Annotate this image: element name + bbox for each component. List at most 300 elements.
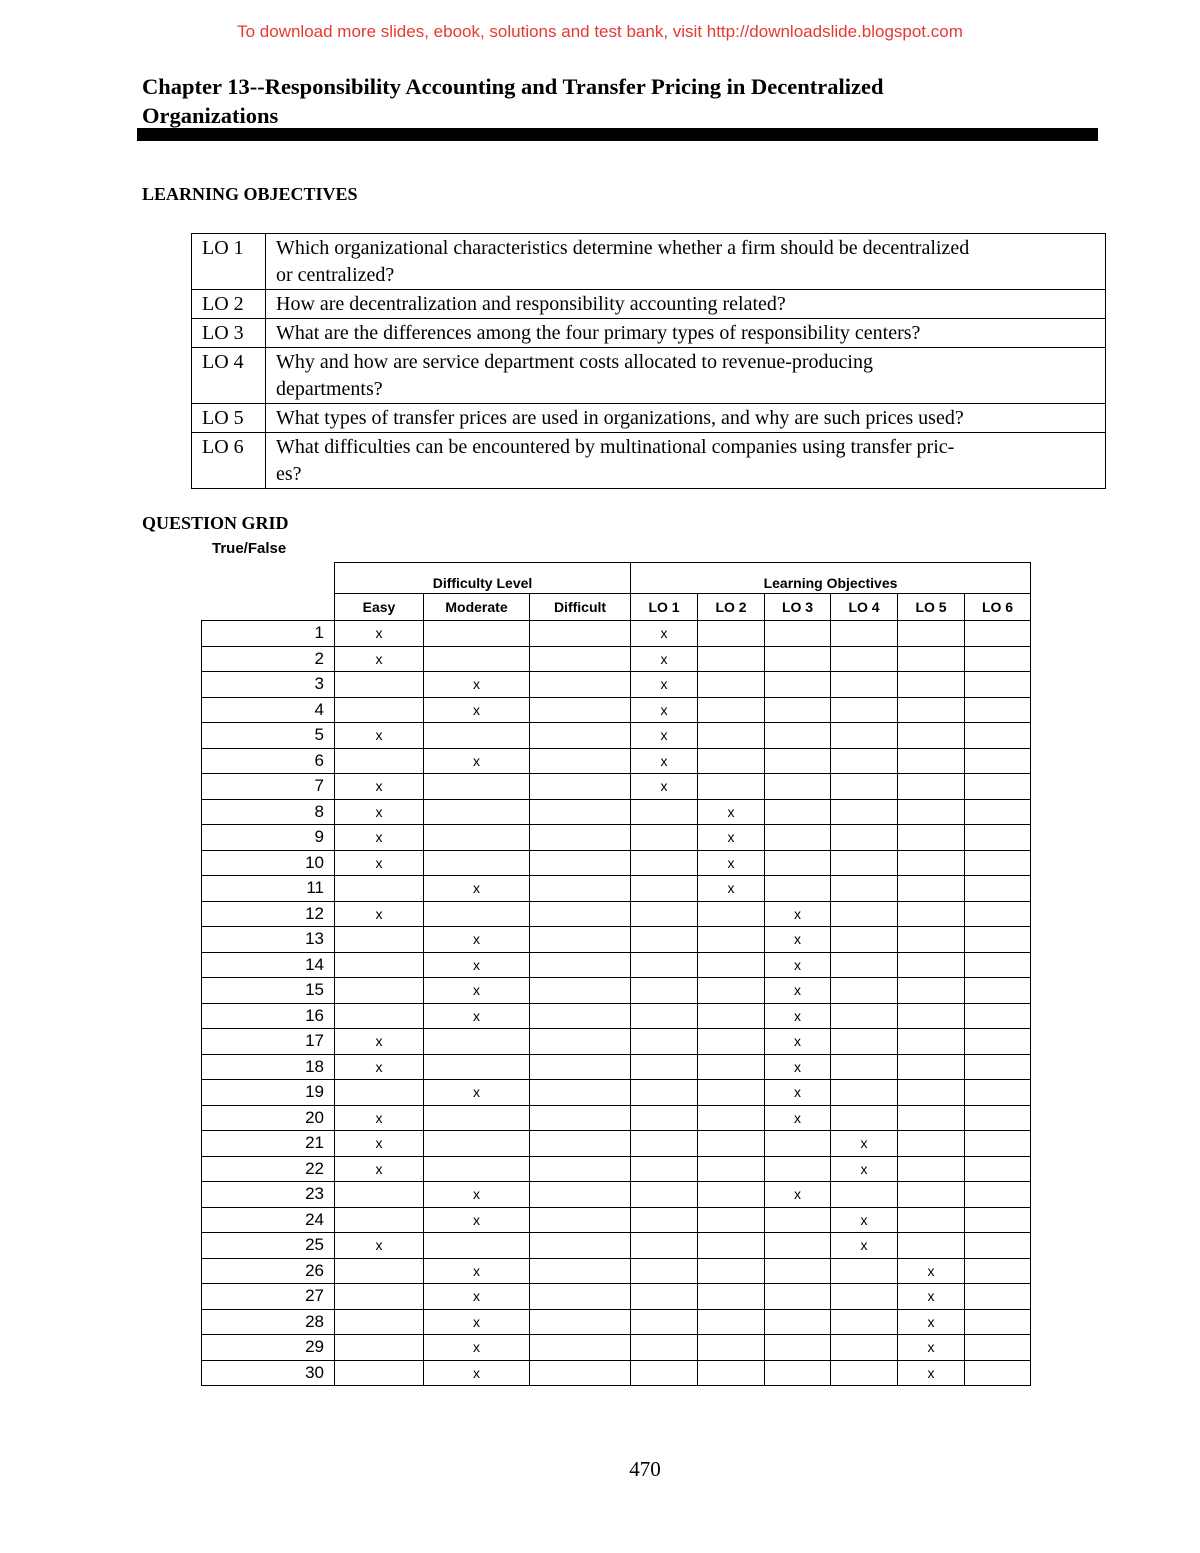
grid-mark: x (631, 697, 698, 723)
grid-cell (530, 1258, 631, 1284)
table-row (202, 901, 1031, 927)
grid-mark: x (335, 1233, 424, 1259)
grid-cell (831, 1360, 898, 1386)
grid-column-header: LO 2 (698, 594, 765, 621)
grid-cell (965, 850, 1031, 876)
grid-cell (530, 723, 631, 749)
learning-objectives-table (191, 233, 1106, 489)
grid-cell (831, 774, 898, 800)
question-number: 28 (202, 1309, 335, 1335)
grid-cell (530, 774, 631, 800)
learning-objective-text-line-1: What difficulties can be encountered by multinational companies using transfer pric- (276, 436, 955, 458)
question-number: 30 (202, 1360, 335, 1386)
grid-mark: x (335, 1131, 424, 1157)
grid-cell (631, 1131, 698, 1157)
grid-column-header: LO 4 (831, 594, 898, 621)
grid-cell (831, 876, 898, 902)
grid-cell (965, 774, 1031, 800)
table-row (202, 825, 1031, 851)
question-number: 9 (202, 825, 335, 851)
grid-mark: x (765, 978, 831, 1004)
grid-cell (631, 1105, 698, 1131)
grid-cell (424, 799, 530, 825)
grid-mark: x (335, 1054, 424, 1080)
learning-objective-row (192, 319, 1106, 348)
grid-cell (898, 1156, 965, 1182)
question-number: 15 (202, 978, 335, 1004)
grid-mark: x (424, 1003, 530, 1029)
grid-cell (698, 697, 765, 723)
learning-objective-text (266, 290, 1106, 319)
grid-cell (698, 723, 765, 749)
question-number: 18 (202, 1054, 335, 1080)
grid-cell (530, 799, 631, 825)
learning-objective-id: LO 6 (192, 433, 266, 489)
grid-mark: x (698, 799, 765, 825)
difficulty-level-header: Difficulty Level (335, 563, 631, 594)
grid-mark: x (898, 1335, 965, 1361)
grid-cell (765, 723, 831, 749)
grid-cell (831, 799, 898, 825)
grid-cell (898, 876, 965, 902)
grid-cell (698, 978, 765, 1004)
grid-mark: x (335, 1029, 424, 1055)
grid-cell (898, 646, 965, 672)
grid-cell (424, 1029, 530, 1055)
grid-cell (530, 672, 631, 698)
grid-cell (765, 799, 831, 825)
grid-cell (965, 1105, 1031, 1131)
table-row (202, 621, 1031, 647)
table-row (202, 1182, 1031, 1208)
grid-mark: x (898, 1284, 965, 1310)
grid-cell (831, 901, 898, 927)
learning-objective-text (266, 319, 1106, 348)
grid-cell (765, 1258, 831, 1284)
grid-cell (631, 952, 698, 978)
grid-cell (698, 1284, 765, 1310)
grid-cell (698, 901, 765, 927)
grid-cell (831, 952, 898, 978)
grid-cell (831, 1335, 898, 1361)
grid-cell (424, 1233, 530, 1259)
learning-objective-row (192, 433, 1106, 489)
grid-cell (698, 1207, 765, 1233)
grid-cell (698, 1258, 765, 1284)
grid-cell (335, 876, 424, 902)
grid-cell (765, 1284, 831, 1310)
grid-corner-blank (202, 563, 335, 594)
table-row (202, 799, 1031, 825)
grid-mark: x (831, 1156, 898, 1182)
grid-cell (335, 1182, 424, 1208)
grid-cell (631, 1080, 698, 1106)
grid-cell (424, 723, 530, 749)
grid-cell (424, 825, 530, 851)
grid-cell (631, 799, 698, 825)
question-grid-table (201, 562, 1031, 1386)
table-row (202, 1284, 1031, 1310)
grid-cell (965, 1233, 1031, 1259)
learning-objective-text-line-2: es? (276, 463, 302, 485)
grid-cell (424, 1105, 530, 1131)
grid-cell (530, 825, 631, 851)
table-row (202, 1335, 1031, 1361)
grid-cell (831, 621, 898, 647)
grid-cell (765, 774, 831, 800)
grid-cell (965, 1054, 1031, 1080)
grid-cell (965, 1029, 1031, 1055)
grid-cell (698, 1105, 765, 1131)
grid-cell (765, 748, 831, 774)
learning-objective-row (192, 404, 1106, 433)
grid-cell (831, 1105, 898, 1131)
table-row (202, 1029, 1031, 1055)
grid-cell (831, 850, 898, 876)
question-number: 1 (202, 621, 335, 647)
question-number: 8 (202, 799, 335, 825)
grid-cell (698, 1309, 765, 1335)
grid-cell (965, 825, 1031, 851)
grid-mark: x (335, 1156, 424, 1182)
grid-cell (631, 927, 698, 953)
grid-cell (898, 672, 965, 698)
grid-cell (831, 1284, 898, 1310)
grid-cell (530, 646, 631, 672)
grid-cell (631, 1029, 698, 1055)
grid-cell (335, 1207, 424, 1233)
grid-cell (831, 646, 898, 672)
question-number: 10 (202, 850, 335, 876)
grid-cell (335, 697, 424, 723)
grid-cell (831, 1054, 898, 1080)
grid-cell (898, 799, 965, 825)
grid-cell (530, 1309, 631, 1335)
grid-cell (530, 978, 631, 1004)
download-banner: To download more slides, ebook, solutions and test bank, visit http://downloadslide.blogspot.com (237, 22, 963, 41)
grid-cell (898, 927, 965, 953)
grid-cell (965, 927, 1031, 953)
grid-cell (335, 1284, 424, 1310)
question-number: 3 (202, 672, 335, 698)
grid-mark: x (698, 876, 765, 902)
table-row (202, 1080, 1031, 1106)
table-row (202, 748, 1031, 774)
grid-cell (965, 1258, 1031, 1284)
table-row (202, 1233, 1031, 1259)
grid-cell (765, 850, 831, 876)
question-number: 21 (202, 1131, 335, 1157)
grid-cell (898, 1182, 965, 1208)
grid-cell (631, 1182, 698, 1208)
grid-cell (831, 723, 898, 749)
grid-cell (965, 748, 1031, 774)
question-number: 12 (202, 901, 335, 927)
grid-cell (530, 1182, 631, 1208)
grid-cell (965, 1309, 1031, 1335)
grid-cell (831, 1080, 898, 1106)
grid-cell (698, 621, 765, 647)
grid-cell (631, 1309, 698, 1335)
table-row (202, 774, 1031, 800)
question-number: 19 (202, 1080, 335, 1106)
grid-cell (698, 1029, 765, 1055)
learning-objective-text (266, 404, 1106, 433)
grid-cell (530, 850, 631, 876)
grid-cell (424, 621, 530, 647)
grid-cell (530, 697, 631, 723)
table-row (202, 876, 1031, 902)
table-row (202, 1156, 1031, 1182)
grid-mark: x (765, 1054, 831, 1080)
grid-mark: x (631, 672, 698, 698)
grid-cell (765, 825, 831, 851)
table-row (202, 723, 1031, 749)
grid-mark: x (765, 1105, 831, 1131)
grid-cell (831, 672, 898, 698)
grid-mark: x (831, 1131, 898, 1157)
grid-cell (698, 1080, 765, 1106)
table-row (202, 1054, 1031, 1080)
learning-objective-id: LO 4 (192, 348, 266, 404)
table-row (202, 1131, 1031, 1157)
grid-cell (335, 952, 424, 978)
grid-cell (698, 1182, 765, 1208)
grid-cell (631, 978, 698, 1004)
grid-column-header: LO 5 (898, 594, 965, 621)
grid-mark: x (898, 1258, 965, 1284)
grid-mark: x (424, 1284, 530, 1310)
table-row (202, 1258, 1031, 1284)
grid-cell (335, 672, 424, 698)
grid-cell (424, 1131, 530, 1157)
grid-cell (765, 1207, 831, 1233)
grid-cell (965, 621, 1031, 647)
chapter-title-line-1: Chapter 13--Responsibility Accounting and Transfer Pricing in Decentralized (142, 74, 884, 99)
question-number: 5 (202, 723, 335, 749)
grid-group-header-row (202, 563, 1031, 594)
grid-cell (631, 1360, 698, 1386)
grid-mark: x (424, 1335, 530, 1361)
grid-cell (765, 1360, 831, 1386)
grid-mark: x (424, 978, 530, 1004)
table-row (202, 1309, 1031, 1335)
table-row (202, 1360, 1031, 1386)
grid-mark: x (424, 1207, 530, 1233)
grid-cell (965, 978, 1031, 1004)
grid-cell (898, 1003, 965, 1029)
grid-cell (335, 1309, 424, 1335)
grid-cell (530, 1054, 631, 1080)
learning-objective-id: LO 2 (192, 290, 266, 319)
grid-cell (530, 1080, 631, 1106)
grid-cell (831, 1309, 898, 1335)
grid-mark: x (335, 621, 424, 647)
learning-objectives-header: Learning Objectives (631, 563, 1031, 594)
table-row (202, 1207, 1031, 1233)
grid-mark: x (424, 1182, 530, 1208)
grid-cell (765, 697, 831, 723)
grid-cell (965, 1335, 1031, 1361)
grid-cell (631, 1284, 698, 1310)
grid-cell (698, 1003, 765, 1029)
grid-cell (898, 1131, 965, 1157)
table-row (202, 1105, 1031, 1131)
grid-mark: x (335, 1105, 424, 1131)
grid-cell (424, 850, 530, 876)
grid-cell (530, 1360, 631, 1386)
question-number: 20 (202, 1105, 335, 1131)
learning-objective-text-line-1: What types of transfer prices are used in organizations, and why are such prices used? (276, 407, 964, 429)
grid-cell (765, 646, 831, 672)
question-grid-heading: QUESTION GRID (142, 513, 289, 533)
grid-mark: x (831, 1207, 898, 1233)
grid-cell (898, 1207, 965, 1233)
grid-mark: x (765, 1182, 831, 1208)
grid-mark: x (631, 621, 698, 647)
grid-cell (530, 1335, 631, 1361)
grid-cell (898, 723, 965, 749)
grid-cell (765, 1309, 831, 1335)
grid-cell (965, 1003, 1031, 1029)
learning-objective-row (192, 290, 1106, 319)
grid-cell (831, 697, 898, 723)
grid-cell (631, 850, 698, 876)
grid-cell (335, 748, 424, 774)
learning-objective-text (266, 433, 1106, 489)
grid-cell (965, 1156, 1031, 1182)
grid-cell (698, 646, 765, 672)
grid-cell (335, 1080, 424, 1106)
grid-cell (898, 1233, 965, 1259)
grid-cell (965, 646, 1031, 672)
grid-column-header: LO 6 (965, 594, 1031, 621)
grid-mark: x (424, 672, 530, 698)
grid-cell (965, 672, 1031, 698)
grid-mark: x (765, 901, 831, 927)
grid-cell (424, 1156, 530, 1182)
title-rule (137, 128, 1098, 141)
grid-cell (631, 1054, 698, 1080)
grid-cell (965, 1284, 1031, 1310)
grid-corner-blank (202, 594, 335, 621)
question-number: 23 (202, 1182, 335, 1208)
question-number: 24 (202, 1207, 335, 1233)
grid-mark: x (335, 825, 424, 851)
grid-cell (831, 1003, 898, 1029)
grid-mark: x (424, 1309, 530, 1335)
grid-cell (698, 672, 765, 698)
grid-mark: x (335, 850, 424, 876)
grid-cell (831, 748, 898, 774)
grid-mark: x (631, 774, 698, 800)
grid-mark: x (424, 876, 530, 902)
grid-cell (831, 1258, 898, 1284)
question-number: 27 (202, 1284, 335, 1310)
learning-objective-row (192, 348, 1106, 404)
grid-cell (898, 901, 965, 927)
grid-cell (965, 1182, 1031, 1208)
grid-cell (898, 1105, 965, 1131)
grid-cell (530, 1207, 631, 1233)
grid-cell (530, 952, 631, 978)
table-row (202, 952, 1031, 978)
learning-objective-id: LO 3 (192, 319, 266, 348)
grid-cell (765, 672, 831, 698)
question-number: 13 (202, 927, 335, 953)
grid-mark: x (698, 825, 765, 851)
grid-cell (698, 927, 765, 953)
grid-cell (424, 1054, 530, 1080)
learning-objective-text-line-1: Why and how are service department costs allocated to revenue-producing (276, 351, 873, 373)
grid-cell (765, 1335, 831, 1361)
question-number: 17 (202, 1029, 335, 1055)
grid-cell (698, 952, 765, 978)
chapter-title (142, 72, 1092, 130)
grid-cell (898, 1080, 965, 1106)
grid-mark: x (631, 748, 698, 774)
grid-cell (765, 1233, 831, 1259)
grid-mark: x (898, 1360, 965, 1386)
grid-cell (631, 901, 698, 927)
grid-cell (631, 825, 698, 851)
grid-cell (765, 876, 831, 902)
grid-cell (335, 978, 424, 1004)
grid-cell (698, 1335, 765, 1361)
grid-mark: x (765, 952, 831, 978)
grid-mark: x (424, 697, 530, 723)
grid-cell (530, 1156, 631, 1182)
grid-mark: x (424, 927, 530, 953)
learning-objective-row (192, 234, 1106, 290)
grid-cell (631, 1258, 698, 1284)
grid-mark: x (831, 1233, 898, 1259)
grid-mark: x (698, 850, 765, 876)
grid-cell (530, 748, 631, 774)
learning-objectives-heading: LEARNING OBJECTIVES (142, 184, 358, 204)
grid-cell (965, 723, 1031, 749)
question-number: 26 (202, 1258, 335, 1284)
grid-mark: x (765, 1029, 831, 1055)
grid-cell (335, 927, 424, 953)
learning-objective-id: LO 5 (192, 404, 266, 433)
learning-objective-text-line-1: What are the differences among the four primary types of responsibility centers? (276, 322, 921, 344)
grid-mark: x (424, 748, 530, 774)
grid-mark: x (424, 1080, 530, 1106)
table-row (202, 1003, 1031, 1029)
grid-cell (965, 1207, 1031, 1233)
grid-cell (965, 697, 1031, 723)
question-number: 25 (202, 1233, 335, 1259)
grid-cell (831, 927, 898, 953)
grid-cell (965, 1360, 1031, 1386)
grid-mark: x (765, 927, 831, 953)
grid-cell (530, 621, 631, 647)
grid-cell (530, 1003, 631, 1029)
grid-cell (631, 1003, 698, 1029)
grid-cell (965, 876, 1031, 902)
grid-cell (424, 901, 530, 927)
grid-cell (698, 1131, 765, 1157)
grid-cell (898, 825, 965, 851)
grid-cell (530, 1284, 631, 1310)
question-number: 22 (202, 1156, 335, 1182)
table-row (202, 978, 1031, 1004)
grid-cell (965, 799, 1031, 825)
grid-cell (831, 1182, 898, 1208)
grid-column-header: LO 3 (765, 594, 831, 621)
grid-cell (631, 1233, 698, 1259)
